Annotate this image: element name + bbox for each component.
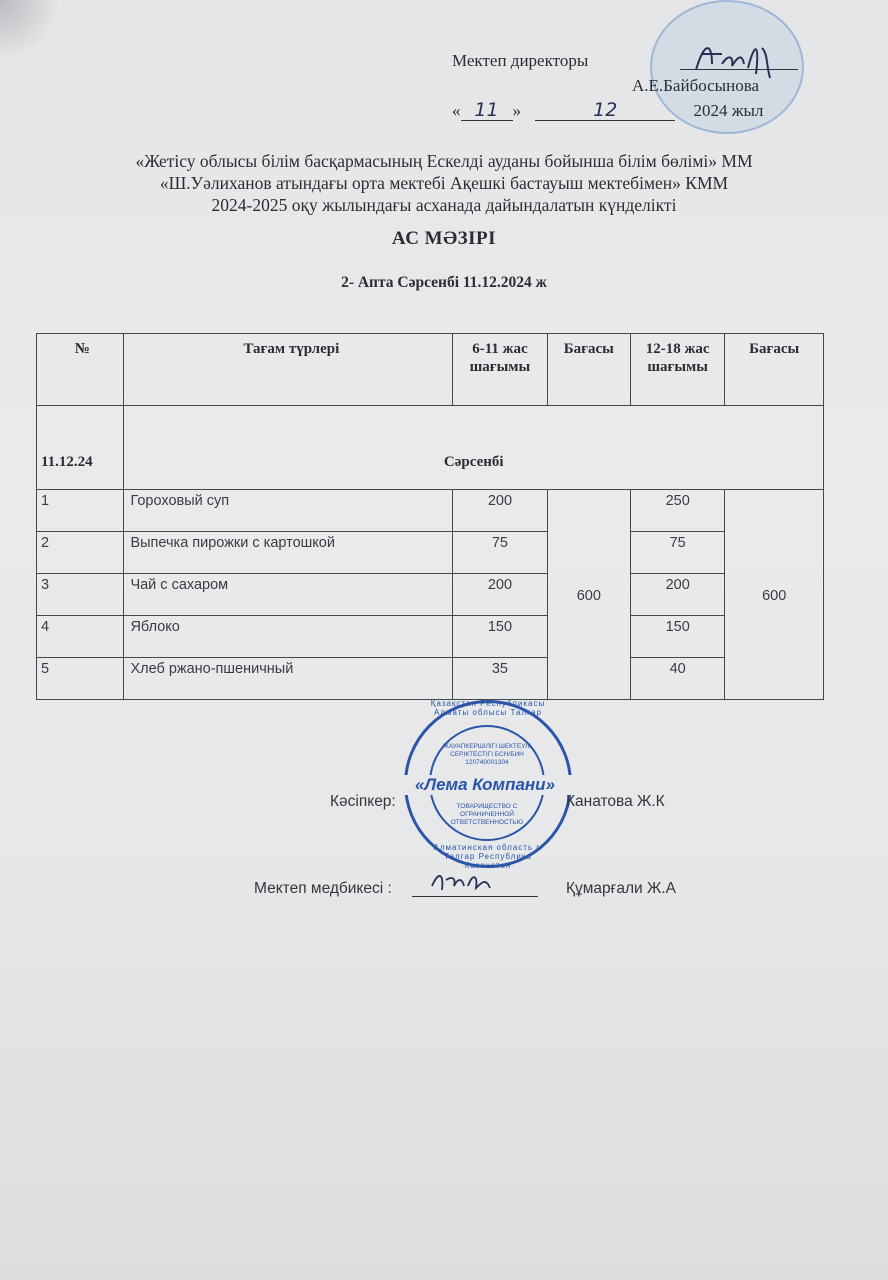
row-dish: Гороховый суп xyxy=(124,490,453,532)
date-close-quote: » xyxy=(512,101,521,120)
menu-table xyxy=(36,333,824,700)
row-num: 3 xyxy=(37,574,124,616)
price-12-18: 600 xyxy=(725,490,824,700)
row-age1: 200 xyxy=(453,490,547,532)
header-line-2: «Ш.Уәлиханов атындағы орта мектебі Ақешкі бастауыш мектебімен» КММ xyxy=(159,173,729,193)
header-dish: Тағам түрлері xyxy=(124,334,453,406)
day-date: 11.12.24 xyxy=(37,406,124,490)
header-age-12-18: 12-18 жас шағымы xyxy=(630,334,724,406)
stamp-small-bottom: ТОВАРИЩЕСТВО С ОГРАНИЧЕННОЙ ОТВЕТСТВЕННОСТЬЮ xyxy=(450,803,524,826)
week-line: 2- Апта Сәрсенбі 11.12.2024 ж xyxy=(341,274,547,291)
row-num: 2 xyxy=(37,532,124,574)
row-num: 4 xyxy=(37,616,124,658)
stamp-ring-bottom: Алматинская область г. Талгар Республика Казахстан xyxy=(433,843,543,870)
approval-date xyxy=(452,101,763,121)
date-day-field xyxy=(461,101,513,121)
header-line-1: «Жетісу облысы білім басқармасының Ескелді ауданы бойынша білім бөлімі» ММ xyxy=(135,151,753,171)
row-dish: Выпечка пирожки с картошкой xyxy=(124,532,453,574)
row-age2: 40 xyxy=(630,658,724,700)
date-month: 12 xyxy=(593,99,618,121)
date-year: 2024 жыл xyxy=(693,101,764,120)
row-num: 5 xyxy=(37,658,124,700)
row-age1: 200 xyxy=(453,574,547,616)
stamp-small-top: ЖАУАПКЕРШІЛІГІ ШЕКТЕУЛІ СЕРІКТЕСТІГІ БСН/БИН 120740001304 xyxy=(442,743,532,766)
date-open-quote: « xyxy=(452,101,461,120)
table-row xyxy=(37,532,824,574)
table-header-row xyxy=(37,334,824,406)
date-day: 11 xyxy=(474,99,499,121)
entrepreneur-name: Канатова Ж.К xyxy=(566,793,665,810)
header-price-2: Бағасы xyxy=(725,334,824,406)
row-dish: Хлеб ржано-пшеничный xyxy=(124,658,453,700)
row-dish: Чай с сахаром xyxy=(124,574,453,616)
row-age1: 75 xyxy=(453,532,547,574)
row-dish: Яблоко xyxy=(124,616,453,658)
day-row xyxy=(37,406,824,490)
table-row xyxy=(37,616,824,658)
nurse-label: Мектеп медбикесі : xyxy=(254,880,392,897)
day-name: Сәрсенбі xyxy=(124,406,824,490)
table-row xyxy=(37,658,824,700)
director-title: Мектеп директоры xyxy=(452,51,589,70)
row-age1: 150 xyxy=(453,616,547,658)
date-month-field xyxy=(535,101,675,121)
table-row xyxy=(37,574,824,616)
document-header xyxy=(30,150,858,216)
header-age-6-11: 6-11 жас шағымы xyxy=(453,334,547,406)
menu-title: АС МӘЗІРІ xyxy=(391,228,497,249)
entrepreneur-label: Кәсіпкер: xyxy=(330,793,396,810)
price-6-11: 600 xyxy=(547,490,630,700)
stamp-company: «Лема Компани» xyxy=(397,775,573,795)
nurse-name: Құмарғали Ж.А xyxy=(566,880,676,897)
row-age2: 150 xyxy=(630,616,724,658)
header-num: № xyxy=(37,334,124,406)
row-age1: 35 xyxy=(453,658,547,700)
header-line-3: 2024-2025 оқу жылындағы асханада дайындалатын күнделікті xyxy=(211,195,677,215)
header-price-1: Бағасы xyxy=(547,334,630,406)
director-name: А.Е.Байбосынова xyxy=(632,76,760,95)
nurse-signature xyxy=(428,866,498,900)
stamp-ring-top: Қазақстан Республикасы Алматы облысы Талғар xyxy=(430,699,546,717)
table-row xyxy=(37,490,824,532)
row-num: 1 xyxy=(37,490,124,532)
row-age2: 200 xyxy=(630,574,724,616)
row-age2: 75 xyxy=(630,532,724,574)
company-stamp xyxy=(404,700,572,868)
row-age2: 250 xyxy=(630,490,724,532)
corner-shadow xyxy=(0,0,60,60)
